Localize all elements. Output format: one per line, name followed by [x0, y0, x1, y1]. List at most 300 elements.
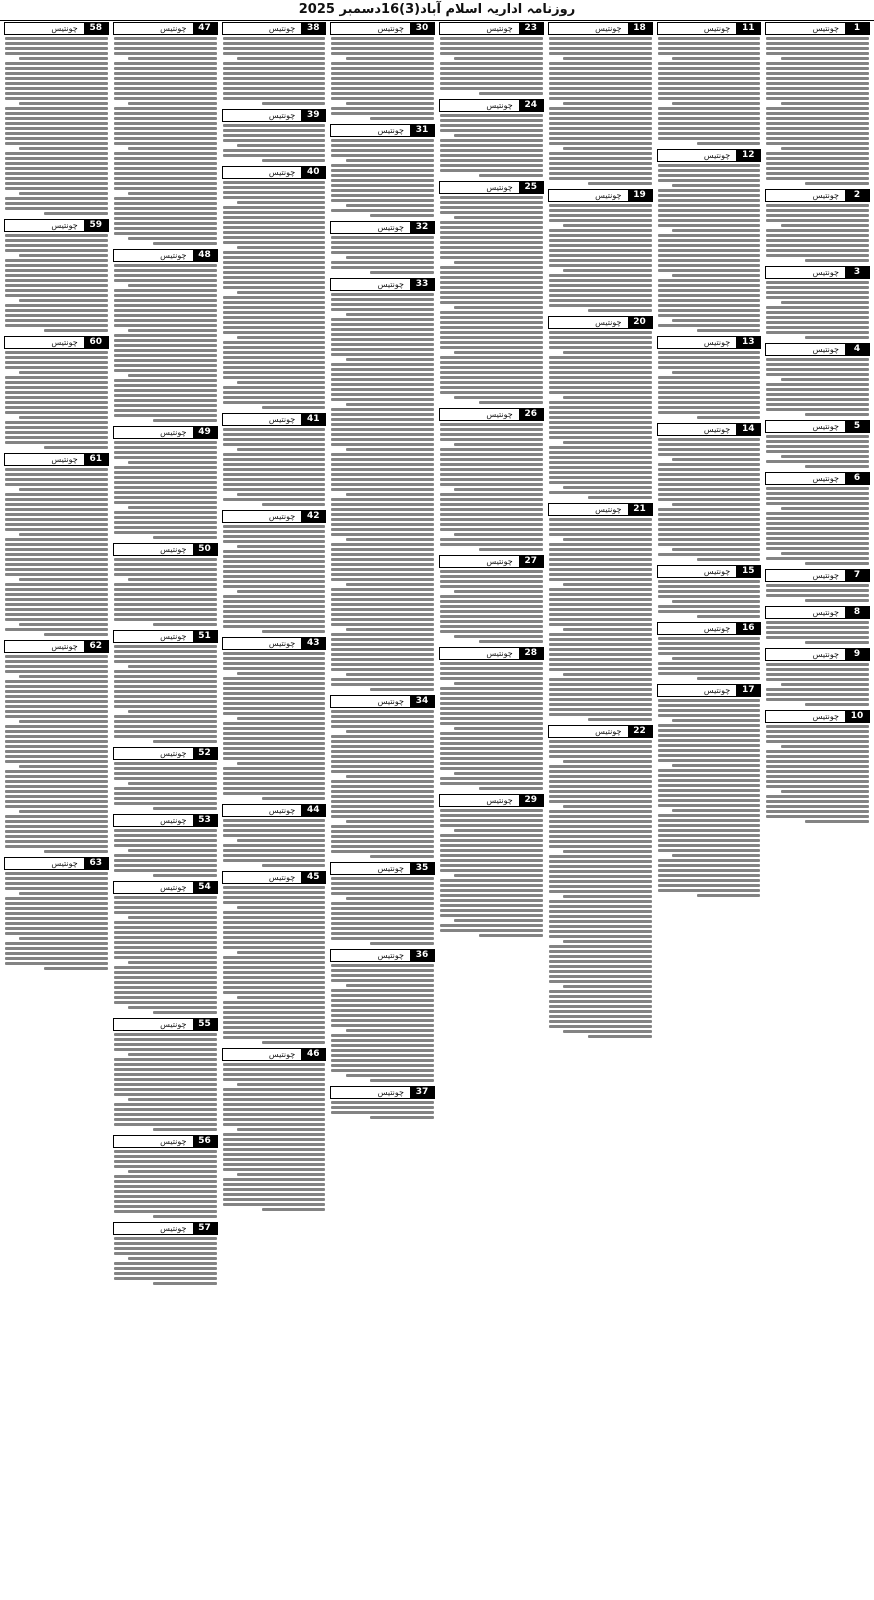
text-line — [114, 404, 217, 407]
text-line — [440, 251, 543, 254]
text-line — [454, 396, 542, 399]
item-number: 50 — [193, 544, 217, 555]
text-line — [331, 1004, 434, 1007]
item-header — [4, 453, 109, 466]
text-line — [114, 1267, 217, 1270]
item-header — [765, 266, 870, 279]
text-line — [549, 107, 652, 110]
text-line — [440, 889, 543, 892]
text-line — [346, 1074, 434, 1077]
item-label: چونتیس — [268, 1050, 296, 1059]
text-line — [549, 678, 652, 681]
text-line — [549, 865, 652, 868]
item-number: 4 — [845, 344, 869, 355]
text-line — [331, 1014, 434, 1017]
text-line — [440, 159, 543, 162]
text-line — [331, 483, 434, 486]
text-line — [5, 588, 108, 591]
text-line — [114, 62, 217, 65]
text-line — [440, 326, 543, 329]
text-line — [223, 525, 326, 528]
text-line — [766, 306, 869, 309]
item-header — [439, 181, 544, 194]
item-number: 30 — [410, 23, 434, 34]
text-line — [370, 1116, 434, 1119]
text-line — [549, 668, 652, 671]
text-line — [766, 281, 869, 284]
text-line — [549, 745, 652, 748]
text-line — [440, 503, 543, 506]
text-line — [114, 864, 217, 867]
text-line — [440, 266, 543, 269]
text-line — [114, 394, 217, 397]
text-line — [766, 393, 869, 396]
text-line — [549, 663, 652, 666]
column — [548, 22, 653, 1598]
item-label: چونتیس — [703, 151, 731, 160]
text-line — [153, 419, 217, 422]
item-header — [439, 794, 544, 807]
text-line — [114, 409, 217, 412]
text-line — [440, 610, 543, 613]
item-label: چونتیس — [595, 505, 622, 514]
text-line — [114, 593, 217, 596]
text-line — [5, 548, 108, 551]
text-line — [346, 493, 434, 496]
text-line — [658, 386, 761, 389]
text-line — [153, 740, 217, 743]
item-header — [330, 278, 435, 291]
text-line — [658, 739, 761, 742]
text-line — [223, 1198, 326, 1201]
item-header — [330, 124, 435, 137]
item-header — [113, 1135, 218, 1148]
text-line — [331, 618, 434, 621]
text-line — [658, 864, 761, 867]
news-item — [222, 109, 327, 162]
text-line — [5, 356, 108, 359]
text-line — [766, 244, 869, 247]
text-line — [114, 264, 217, 267]
text-line — [440, 687, 543, 690]
text-line — [440, 381, 543, 384]
text-line — [658, 699, 761, 702]
item-header — [222, 22, 327, 35]
text-line — [370, 688, 434, 691]
text-line — [766, 122, 869, 125]
item-header — [222, 510, 327, 523]
text-line — [549, 708, 652, 711]
text-line — [440, 423, 543, 426]
text-line — [114, 792, 217, 795]
text-line — [549, 900, 652, 903]
text-line — [563, 1030, 651, 1033]
text-line — [549, 331, 652, 334]
text-line — [331, 97, 434, 100]
text-line — [223, 824, 326, 827]
text-line — [128, 849, 216, 852]
text-line — [331, 508, 434, 511]
text-line — [549, 775, 652, 778]
item-body — [657, 580, 762, 618]
text-line — [549, 543, 652, 546]
text-line — [114, 491, 217, 494]
text-line — [549, 72, 652, 75]
text-line — [262, 406, 326, 409]
text-line — [440, 570, 543, 573]
text-line — [549, 356, 652, 359]
text-line — [440, 346, 543, 349]
text-line — [331, 578, 434, 581]
text-line — [223, 702, 326, 705]
text-line — [5, 725, 108, 728]
text-line — [766, 537, 869, 540]
item-header — [4, 857, 109, 870]
text-line — [331, 994, 434, 997]
column — [113, 22, 218, 1598]
text-line — [549, 47, 652, 50]
text-line — [454, 590, 542, 593]
text-line — [549, 117, 652, 120]
text-line — [5, 922, 108, 925]
text-line — [479, 174, 543, 177]
news-item — [330, 949, 435, 1082]
text-line — [5, 830, 108, 833]
text-line — [19, 57, 107, 60]
text-line — [440, 316, 543, 319]
text-line — [223, 296, 326, 299]
text-line — [114, 802, 217, 805]
text-line — [766, 162, 869, 165]
text-line — [658, 652, 761, 655]
item-number: 32 — [410, 222, 434, 233]
text-line — [5, 289, 108, 292]
text-line — [766, 388, 869, 391]
text-line — [331, 1034, 434, 1037]
text-line — [114, 951, 217, 954]
item-header — [439, 22, 544, 35]
news-item — [113, 1222, 218, 1285]
text-line — [223, 742, 326, 745]
item-body — [4, 655, 109, 853]
text-line — [114, 598, 217, 601]
text-line — [223, 221, 326, 224]
text-line — [549, 643, 652, 646]
text-line — [440, 226, 543, 229]
text-line — [5, 700, 108, 703]
text-line — [223, 1068, 326, 1071]
text-line — [5, 593, 108, 596]
item-body — [765, 621, 870, 644]
text-line — [331, 251, 434, 254]
text-line — [549, 613, 652, 616]
text-line — [563, 538, 651, 541]
text-line — [331, 246, 434, 249]
item-label: چونتیس — [377, 1088, 404, 1097]
text-line — [114, 117, 217, 120]
news-item — [439, 555, 544, 643]
text-line — [153, 1282, 217, 1285]
text-line — [331, 77, 434, 80]
text-line — [114, 471, 217, 474]
text-line — [114, 334, 217, 337]
news-item — [439, 181, 544, 404]
text-line — [331, 423, 434, 426]
text-line — [5, 304, 108, 307]
text-line — [331, 443, 434, 446]
text-line — [440, 595, 543, 598]
text-line — [440, 630, 543, 633]
text-line — [5, 436, 108, 439]
item-body — [765, 435, 870, 468]
text-line — [223, 1123, 326, 1126]
text-line — [114, 896, 217, 899]
news-item — [439, 99, 544, 177]
text-line — [5, 269, 108, 272]
text-line — [658, 289, 761, 292]
text-line — [805, 703, 869, 706]
text-line — [766, 755, 869, 758]
text-line — [331, 348, 434, 351]
text-line — [440, 361, 543, 364]
text-line — [440, 819, 543, 822]
text-line — [658, 769, 761, 772]
text-line — [223, 712, 326, 715]
item-header — [222, 166, 327, 179]
item-body — [222, 886, 327, 1044]
news-item — [4, 640, 109, 853]
text-line — [549, 855, 652, 858]
text-line — [440, 864, 543, 867]
text-line — [766, 82, 869, 85]
text-line — [658, 411, 761, 414]
text-line — [440, 169, 543, 172]
text-line — [331, 463, 434, 466]
item-body — [548, 740, 653, 1038]
item-body — [657, 164, 762, 332]
text-line — [440, 762, 543, 765]
text-line — [549, 568, 652, 571]
item-body — [657, 37, 762, 145]
item-body — [4, 351, 109, 449]
item-number: 44 — [301, 805, 325, 816]
text-line — [658, 729, 761, 732]
text-line — [440, 341, 543, 344]
text-line — [766, 765, 869, 768]
text-line — [549, 890, 652, 893]
text-line — [114, 1165, 217, 1168]
news-item — [548, 503, 653, 721]
text-line — [114, 1155, 217, 1158]
news-item — [4, 857, 109, 970]
text-line — [331, 169, 434, 172]
text-line — [658, 132, 761, 135]
text-line — [658, 473, 761, 476]
text-line — [5, 207, 108, 210]
text-line — [440, 114, 543, 117]
item-body — [765, 37, 870, 185]
text-line — [5, 406, 108, 409]
text-line — [331, 323, 434, 326]
text-line — [114, 685, 217, 688]
column — [330, 22, 435, 1598]
item-number: 57 — [193, 1223, 217, 1234]
text-line — [549, 289, 652, 292]
text-line — [331, 663, 434, 666]
text-line — [114, 603, 217, 606]
text-line — [440, 473, 543, 476]
text-line — [549, 209, 652, 212]
item-label: چونتیس — [812, 712, 839, 721]
item-header — [222, 413, 327, 426]
text-line — [549, 172, 652, 175]
item-header — [548, 22, 653, 35]
text-line — [5, 82, 108, 85]
text-line — [370, 214, 434, 217]
text-line — [114, 1242, 217, 1245]
text-line — [331, 373, 434, 376]
item-header — [765, 606, 870, 619]
item-number: 31 — [410, 125, 434, 136]
text-line — [549, 336, 652, 339]
news-item — [113, 814, 218, 877]
text-line — [114, 956, 217, 959]
text-line — [114, 1200, 217, 1203]
text-line — [440, 814, 543, 817]
text-line — [114, 1063, 217, 1066]
text-line — [223, 1178, 326, 1181]
text-line — [331, 850, 434, 853]
text-line — [114, 319, 217, 322]
text-line — [346, 897, 434, 900]
item-label: چونتیس — [160, 816, 187, 825]
text-line — [454, 216, 542, 219]
text-line — [223, 1098, 326, 1101]
text-line — [331, 1069, 434, 1072]
text-line — [549, 960, 652, 963]
text-line — [331, 67, 434, 70]
text-line — [549, 593, 652, 596]
text-line — [114, 608, 217, 611]
text-line — [5, 690, 108, 693]
text-line — [223, 692, 326, 695]
text-line — [331, 907, 434, 910]
text-line — [114, 705, 217, 708]
text-line — [440, 77, 543, 80]
item-label: چونتیس — [812, 345, 839, 354]
item-header — [113, 881, 218, 894]
text-line — [237, 996, 325, 999]
text-line — [440, 154, 543, 157]
text-line — [331, 558, 434, 561]
text-line — [114, 1113, 217, 1116]
text-line — [766, 688, 869, 691]
text-line — [5, 468, 108, 471]
text-line — [153, 242, 217, 245]
text-line — [5, 845, 108, 848]
text-line — [549, 910, 652, 913]
text-line — [766, 725, 869, 728]
item-header — [548, 503, 653, 516]
text-line — [549, 132, 652, 135]
text-line — [223, 580, 326, 583]
text-line — [5, 755, 108, 758]
text-line — [114, 568, 217, 571]
item-header — [548, 316, 653, 329]
text-line — [114, 690, 217, 693]
text-line — [658, 874, 761, 877]
text-line — [672, 458, 760, 461]
item-body — [113, 264, 218, 422]
text-line — [549, 214, 652, 217]
text-line — [223, 346, 326, 349]
text-line — [331, 932, 434, 935]
text-line — [237, 448, 325, 451]
item-header — [330, 695, 435, 708]
text-line — [549, 598, 652, 601]
text-line — [114, 573, 217, 576]
text-line — [5, 543, 108, 546]
text-line — [440, 752, 543, 755]
text-line — [658, 284, 761, 287]
item-label: چونتیس — [703, 24, 731, 33]
text-line — [658, 759, 761, 762]
text-line — [766, 254, 869, 257]
text-line — [331, 261, 434, 264]
item-number: 2 — [845, 190, 869, 201]
text-line — [658, 351, 761, 354]
text-line — [658, 107, 761, 110]
item-header — [330, 862, 435, 875]
text-line — [549, 471, 652, 474]
text-line — [440, 742, 543, 745]
text-line — [454, 874, 542, 877]
text-line — [5, 411, 108, 414]
text-line — [658, 543, 761, 546]
text-line — [331, 1059, 434, 1062]
text-line — [114, 172, 217, 175]
text-line — [114, 1123, 217, 1126]
text-line — [549, 698, 652, 701]
text-line — [331, 770, 434, 773]
item-label: چونتیس — [812, 422, 839, 431]
text-line — [440, 824, 543, 827]
text-line — [672, 184, 760, 187]
text-line — [331, 1039, 434, 1042]
text-line — [549, 461, 652, 464]
text-line — [5, 37, 108, 40]
text-line — [697, 416, 761, 419]
text-line — [440, 164, 543, 167]
news-item — [765, 648, 870, 706]
text-line — [223, 1026, 326, 1029]
text-line — [223, 458, 326, 461]
text-line — [223, 615, 326, 618]
text-line — [766, 663, 869, 666]
text-line — [128, 147, 216, 150]
text-line — [766, 517, 869, 520]
text-line — [5, 887, 108, 890]
text-line — [766, 142, 869, 145]
text-line — [331, 598, 434, 601]
text-line — [114, 399, 217, 402]
text-line — [128, 329, 216, 332]
text-line — [223, 498, 326, 501]
text-line — [781, 790, 869, 793]
text-line — [440, 62, 543, 65]
item-label: چونتیس — [268, 168, 296, 177]
text-line — [549, 995, 652, 998]
